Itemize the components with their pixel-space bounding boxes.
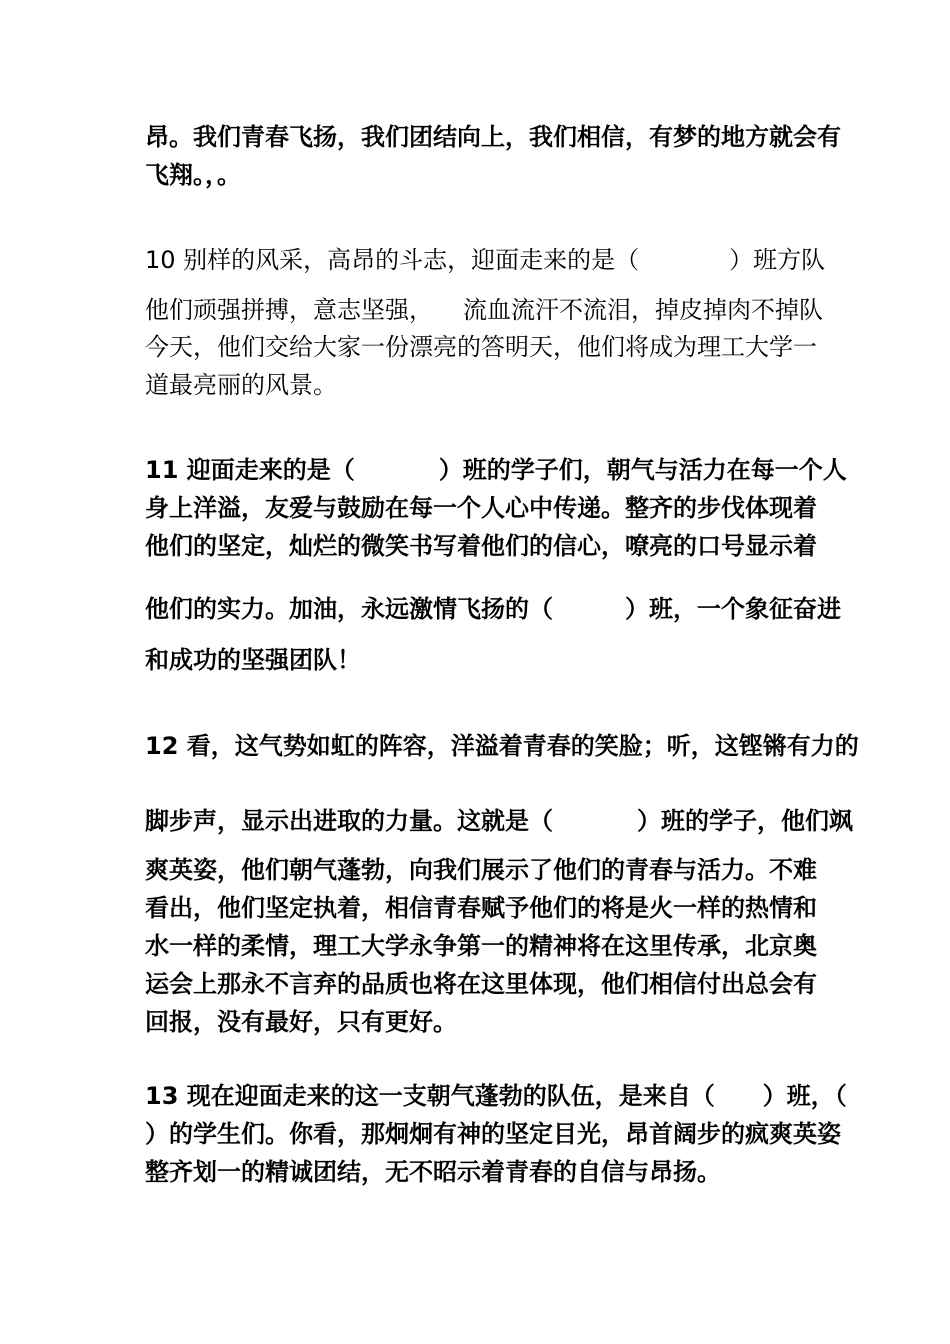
section-12-line-3: 爽英姿，他们朝气蓬勃，向我们展示了他们的青春与活力。不难	[145, 856, 817, 884]
section-12-line-7: 回报，没有最好，只有更好。	[145, 1008, 457, 1036]
section-10-text-c: 他们顽强拼搏，意志坚强，	[145, 296, 433, 324]
section-10-line-3: 今天，他们交给大家一份漂亮的答明天，他们将成为理工大学一	[145, 333, 817, 361]
section-10-text-a: 10 别样的风采，高昂的斗志，迎面走来的是（	[145, 246, 640, 274]
section-11-line-4	[145, 592, 841, 626]
section-13-text-a: 13 现在迎面走来的这一支朝气蓬勃的队伍，是来自（	[145, 1082, 715, 1110]
section-11-line-5: 和成功的坚强团队！	[145, 646, 361, 674]
section-11-line-3: 他们的坚定，灿烂的微笑书写着他们的信心，嘹亮的口号显示着	[145, 532, 817, 560]
section-12-text-b: ）班的学子，他们飒	[637, 807, 853, 835]
section-12-line-1: 12 看，这气势如虹的阵容，洋溢着青春的笑脸；听，这铿锵有力的	[145, 732, 859, 760]
intro-line-2: 飞翔。，。	[145, 161, 241, 189]
section-12-line-4: 看出，他们坚定执着，相信青春赋予他们的将是火一样的热情和	[145, 894, 817, 922]
section-11-line-1	[145, 453, 847, 487]
section-11-text-c: 他们的实力。加油，永远激情飞扬的（	[145, 595, 553, 623]
section-10-line-4: 道最亮丽的风景。	[145, 371, 337, 399]
section-13-text-b: ）班，（	[762, 1082, 847, 1110]
intro-line-1: 昂。我们青春飞扬，我们团结向上，我们相信，有梦的地方就会有	[145, 123, 841, 151]
section-11-text-b: ）班的学子们，朝气与活力在每一个人	[438, 456, 847, 484]
section-11-text-a: 11 迎面走来的是（	[145, 456, 355, 484]
section-11-text-d: ）班，一个象征奋进	[625, 595, 841, 623]
section-10-text-b: ）班方队	[729, 246, 826, 274]
section-10-line-2	[145, 293, 823, 327]
section-13-line-1	[145, 1079, 847, 1113]
section-13-line-3: 整齐划一的精诚团结，无不昭示着青春的自信与昂扬。	[145, 1158, 721, 1186]
section-12-text-a: 脚步声，显示出进取的力量。这就是（	[145, 807, 553, 835]
section-12-line-6: 运会上那永不言弃的品质也将在这里体现，他们相信付出总会有	[145, 970, 817, 998]
section-10-text-d: 流血流汗不流泪，掉皮掉肉不掉队	[463, 296, 823, 324]
section-11-line-2: 身上洋溢，友爱与鼓励在每一个人心中传递。整齐的步伐体现着	[145, 494, 817, 522]
section-10-line-1	[145, 243, 826, 277]
section-12-line-5: 水一样的柔情，理工大学永争第一的精神将在这里传承，北京奥	[145, 932, 817, 960]
section-13-line-2: ）的学生们。你看，那炯炯有神的坚定目光，昂首阔步的疯爽英姿	[145, 1120, 841, 1148]
section-12-line-2	[145, 804, 853, 838]
